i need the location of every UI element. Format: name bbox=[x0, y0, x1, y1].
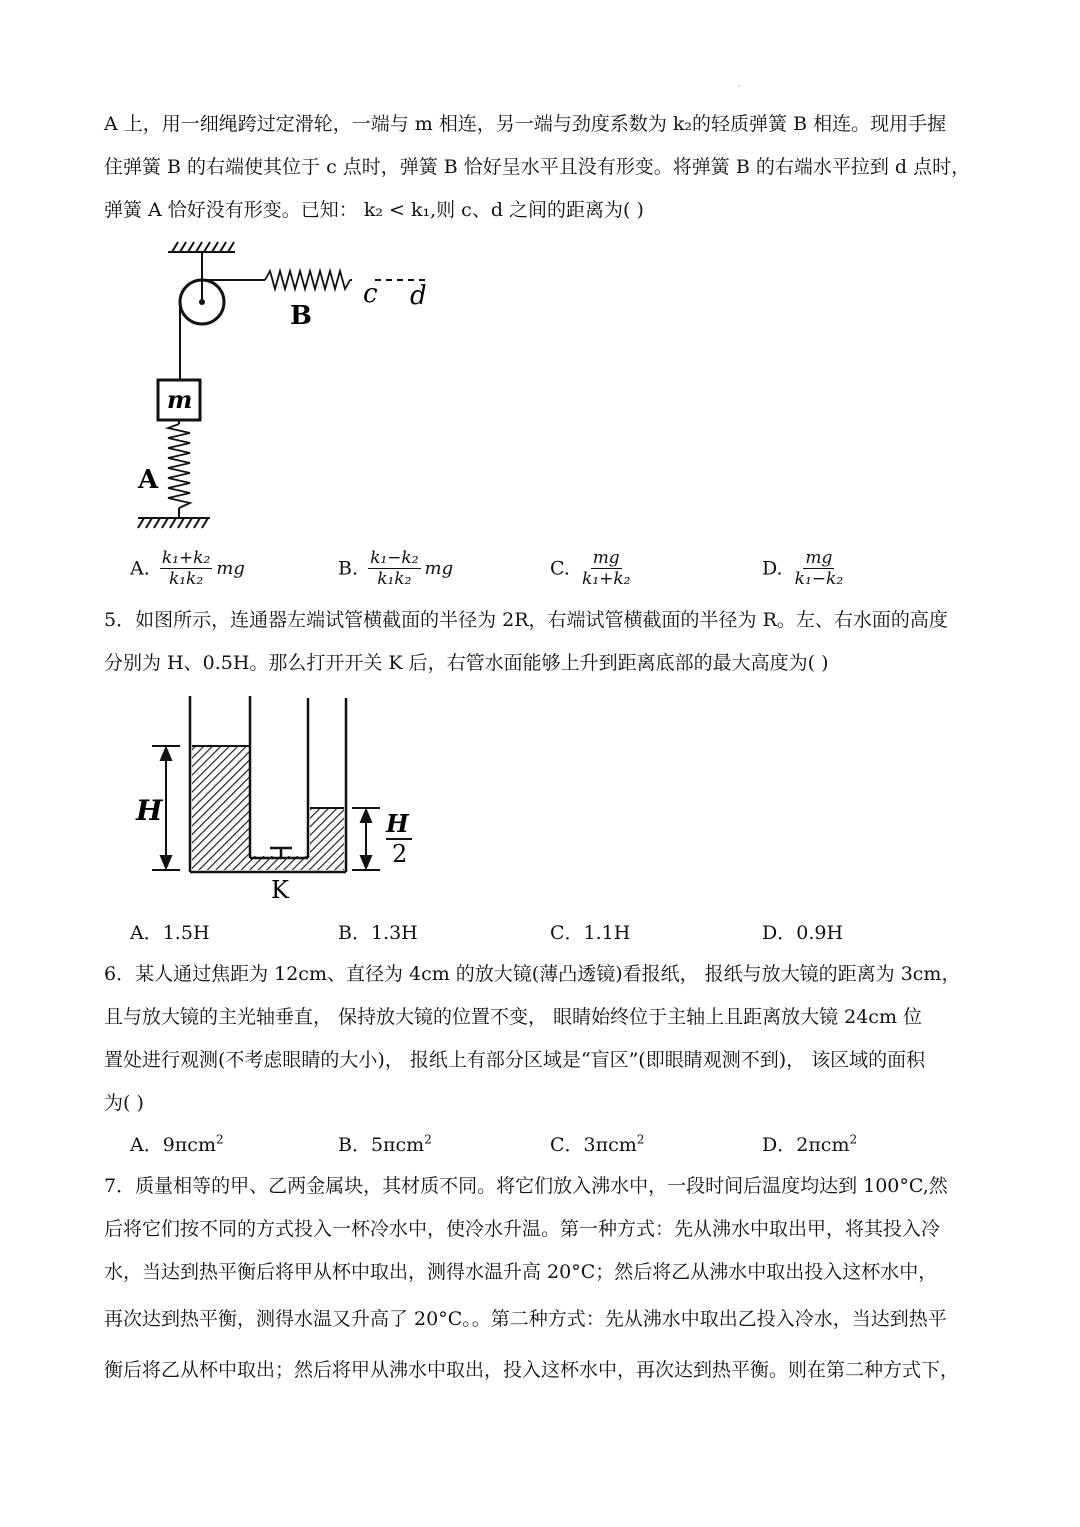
q5-options bbox=[0, 918, 1080, 958]
height-half-h-dimension bbox=[352, 808, 380, 870]
q4-line-2: 住弹簧 B 的右端使其位于 c 点时，弹簧 B 恰好呈水平且没有形变。将弹簧 B 的右端水平拉到 d 点时， bbox=[104, 156, 971, 178]
q6-options bbox=[0, 1130, 1080, 1170]
ceiling-hatch bbox=[168, 242, 235, 252]
label-h-den: 2 bbox=[392, 840, 408, 868]
q5-line-1: 5．如图所示，连通器左端试管横截面的半径为 2R，右端试管横截面的半径为 R。左、右水面的高度 bbox=[104, 609, 948, 631]
q6-line-1: 6．某人通过焦距为 12cm、直径为 4cm 的放大镜(薄凸透镜)看报纸， 报纸与放大镜的距离为 3cm， bbox=[104, 963, 961, 985]
label-a: A bbox=[138, 465, 159, 495]
q5-option-a: A．1.5H bbox=[130, 922, 210, 944]
floor-hatch bbox=[138, 518, 210, 528]
q4-option-b: B. $\frac{\text{k₁−k₂}}{\text{k₁k₂}}$ mg bbox=[338, 548, 454, 589]
q6-option-c: C．3πcm$^2$ bbox=[550, 1132, 645, 1156]
label-h-num: H bbox=[386, 809, 409, 838]
q7-line-2: 后将它们按不同的方式投入一杯冷水中，使冷水升温。第一种方式：先从沸水中取出甲，将其投入冷 bbox=[104, 1218, 941, 1240]
q6-line-2: 且与放大镜的主光轴垂直， 保持放大镜的位置不变， 眼睛始终位于主轴上且距离放大镜 24cm 位 bbox=[104, 1006, 922, 1028]
page-dot: · bbox=[738, 82, 741, 91]
q4-options bbox=[0, 548, 1080, 588]
label-b: B bbox=[290, 301, 312, 331]
q5-option-b: B．1.3H bbox=[338, 922, 418, 944]
q4-line-3: 弹簧 A 恰好没有形变。已知： k₂ < k₁,则 c、d 之间的距离为( ) bbox=[104, 199, 644, 221]
q4-spring-pulley-figure bbox=[120, 238, 460, 538]
label-h: H bbox=[136, 794, 163, 827]
spring-a bbox=[168, 424, 190, 508]
q7-line-3: 水，当达到热平衡后将甲从杯中取出，测得水温升高 20°C；然后将乙从沸水中取出投入这杯水中， bbox=[104, 1261, 938, 1283]
label-c: c bbox=[363, 279, 378, 309]
q6-option-d: D．2πcm$^2$ bbox=[762, 1132, 858, 1156]
q5-connected-vessel-figure bbox=[130, 692, 430, 907]
q5-option-c: C．1.1H bbox=[550, 922, 631, 944]
label-d: d bbox=[410, 281, 427, 311]
q5-line-2: 分别为 H、0.5H。那么打开开关 K 后，右管水面能够上升到距离底部的最大高度为( ) bbox=[104, 652, 829, 674]
label-k: K bbox=[271, 876, 289, 904]
q6-option-a: A．9πcm$^2$ bbox=[130, 1132, 224, 1156]
q4-line-1: A 上，用一细绳跨过定滑轮，一端与 m 相连，另一端与劲度系数为 k₂的轻质弹簧 B 相连。现用手握 bbox=[104, 113, 947, 135]
label-m: m bbox=[167, 385, 193, 414]
q4-option-d: D. $\frac{mg}{\text{k₁−k₂}}$ bbox=[762, 548, 844, 589]
q6-option-b: B．5πcm$^2$ bbox=[338, 1132, 432, 1156]
q7-line-1: 7．质量相等的甲、乙两金属块，其材质不同。将它们放入沸水中，一段时间后温度均达到 100°C,然 bbox=[104, 1175, 948, 1197]
q6-line-3: 置处进行观测(不考虑眼睛的大小)， 报纸上有部分区域是“盲区”(即眼睛观测不到)， 该区域的面积 bbox=[104, 1049, 926, 1071]
q4-option-c: C. $\frac{mg}{\text{k₁+k₂}}$ bbox=[550, 548, 631, 589]
q5-option-d: D．0.9H bbox=[762, 922, 844, 944]
q6-line-4: 为( ) bbox=[104, 1092, 144, 1114]
spring-b bbox=[265, 271, 350, 289]
q7-line-5: 衡后将乙从杯中取出；然后将甲从沸水中取出，投入这杯水中，再次达到热平衡。则在第二种方式下， bbox=[104, 1359, 960, 1381]
q7-line-4: 再次达到热平衡，测得水温又升高了 20°C。。第二种方式：先从沸水中取出乙投入冷水，当达到热平 bbox=[104, 1308, 947, 1330]
q4-option-a: A. $\frac{\text{k₁+k₂}}{\text{k₁k₂}}$ mg bbox=[130, 548, 245, 589]
